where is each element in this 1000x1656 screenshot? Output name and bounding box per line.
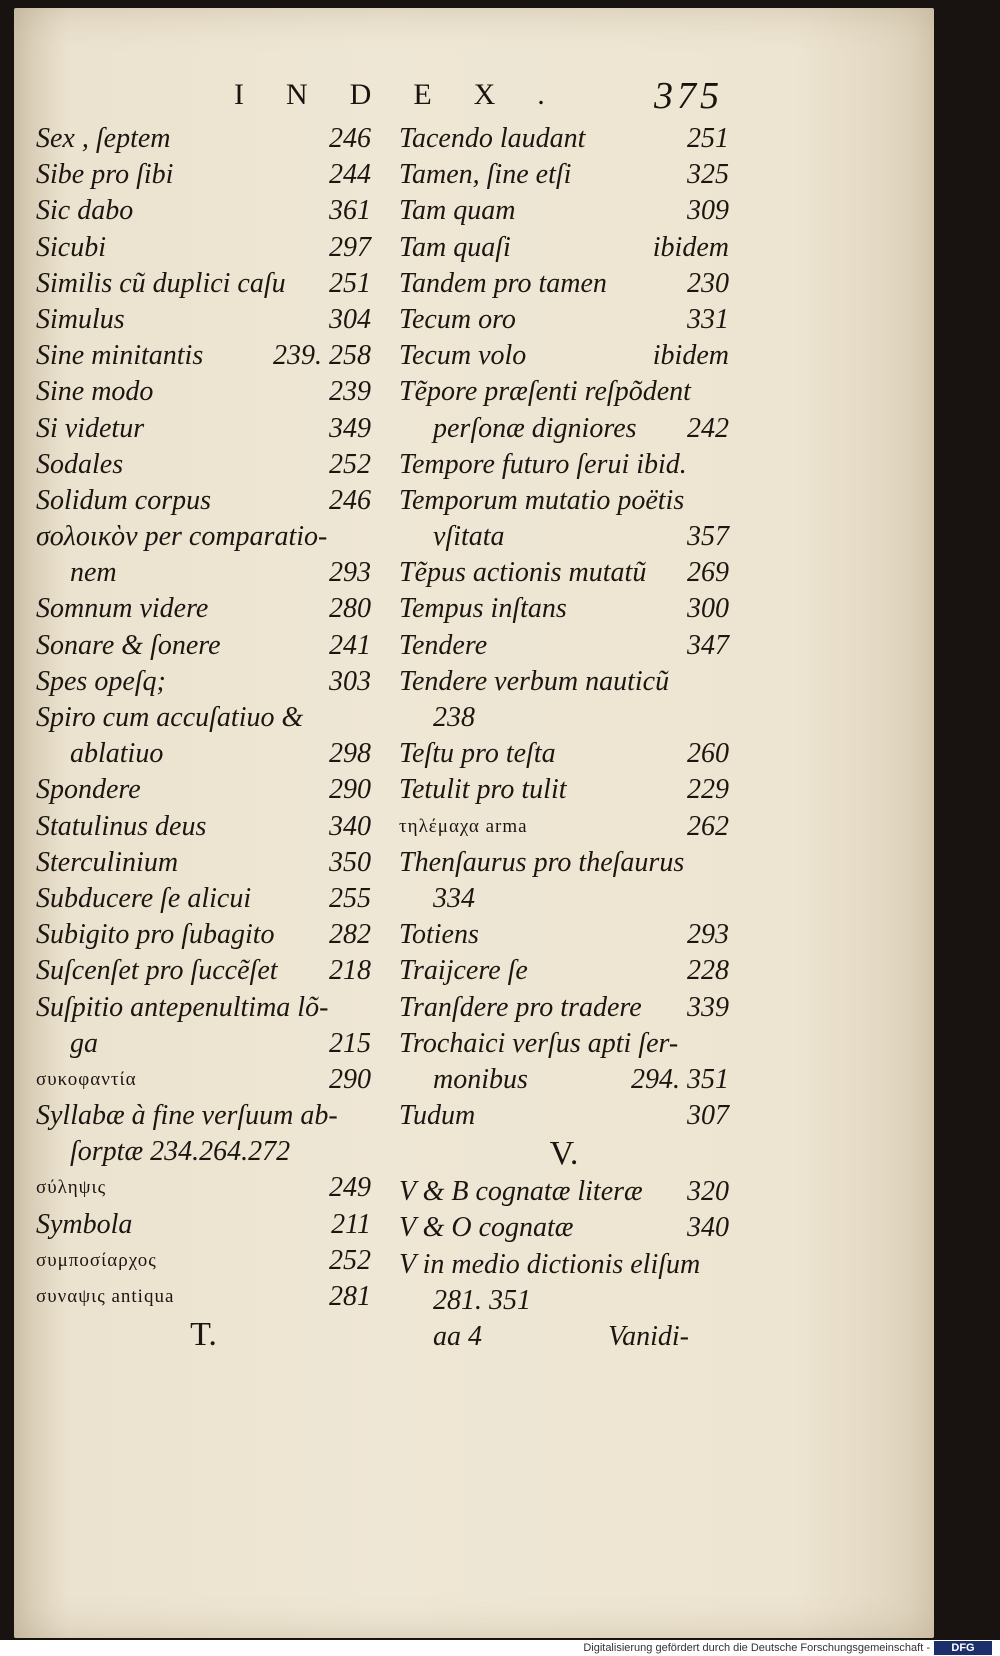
index-entry bbox=[36, 230, 371, 266]
index-page-ref: 215 bbox=[329, 1027, 371, 1059]
index-page-ref: ibidem bbox=[652, 340, 729, 372]
index-page-ref: 339 bbox=[687, 991, 729, 1023]
index-entry bbox=[36, 302, 371, 338]
index-entry bbox=[399, 266, 729, 302]
index-entry bbox=[399, 193, 729, 229]
index-page-ref: 307 bbox=[687, 1100, 729, 1132]
index-term: Sic dabo bbox=[36, 195, 134, 227]
index-term: ſorptæ 234.264.272 bbox=[70, 1136, 291, 1168]
index-page-ref: 303 bbox=[329, 665, 371, 697]
index-term: Subducere ſe alicui bbox=[36, 882, 252, 914]
index-term: Spes opeſq; bbox=[36, 665, 166, 697]
index-term: Tetulit pro tulit bbox=[399, 774, 567, 806]
index-page-ref: 340 bbox=[687, 1212, 729, 1244]
index-entry bbox=[399, 483, 729, 519]
index-page-ref: 260 bbox=[687, 738, 729, 770]
index-page-ref: 228 bbox=[687, 955, 729, 987]
index-page-ref: 230 bbox=[687, 267, 729, 299]
index-term: Sine minitantis bbox=[36, 340, 204, 372]
index-page-ref: 280 bbox=[329, 593, 371, 625]
index-entry bbox=[36, 1134, 371, 1170]
index-entry bbox=[399, 1098, 729, 1134]
index-term: συμποσίαρχος bbox=[36, 1249, 157, 1271]
index-entry bbox=[399, 953, 729, 989]
index-page-ref: 218 bbox=[329, 955, 371, 987]
index-page-ref: 239 bbox=[329, 376, 371, 408]
index-entry bbox=[36, 990, 371, 1026]
index-page-ref: 251 bbox=[329, 267, 371, 299]
index-term: 281. 351 bbox=[433, 1284, 531, 1316]
index-entry bbox=[36, 483, 371, 519]
index-page-ref: 252 bbox=[329, 1244, 371, 1276]
index-page-ref: 349 bbox=[329, 412, 371, 444]
index-page-ref: 246 bbox=[329, 484, 371, 516]
index-page-ref: 239. 258 bbox=[273, 340, 371, 372]
index-entry bbox=[399, 881, 729, 917]
index-entry bbox=[36, 1026, 371, 1062]
index-term: Tam quaſi bbox=[399, 231, 511, 263]
index-term: Si videtur bbox=[36, 412, 145, 444]
index-entry bbox=[36, 591, 371, 627]
index-entry bbox=[399, 519, 729, 555]
index-term: perſonæ digniores bbox=[433, 412, 637, 444]
index-term: Symbola bbox=[36, 1208, 133, 1240]
dfg-logo: DFG bbox=[934, 1641, 992, 1655]
running-title: INDEX. bbox=[234, 78, 587, 111]
index-term: Trochaici verſus apti ſer- bbox=[399, 1027, 679, 1059]
index-term: συναψις antiqua bbox=[36, 1286, 175, 1307]
index-entry bbox=[36, 664, 371, 700]
index-entry bbox=[399, 736, 729, 772]
section-letter-v: V. bbox=[549, 1135, 579, 1173]
index-entry bbox=[399, 845, 729, 881]
signature-mark: aa 4 bbox=[433, 1321, 482, 1352]
index-page-ref: 320 bbox=[687, 1176, 729, 1208]
index-page-ref: 357 bbox=[687, 521, 729, 553]
index-entry bbox=[36, 881, 371, 917]
index-term: Temporum mutatio poëtis bbox=[399, 484, 685, 516]
index-page-ref: 252 bbox=[329, 448, 371, 480]
index-entry bbox=[36, 1098, 371, 1134]
index-page-ref: 347 bbox=[687, 629, 729, 661]
index-term: Teſtu pro teſta bbox=[399, 738, 556, 770]
index-page-ref: 211 bbox=[331, 1208, 371, 1240]
index-term: 334 bbox=[433, 882, 475, 914]
index-entry bbox=[399, 1062, 729, 1098]
index-entry bbox=[36, 1062, 371, 1098]
index-entry bbox=[36, 338, 371, 374]
index-entry bbox=[399, 772, 729, 808]
index-entry bbox=[399, 1026, 729, 1062]
footer-strip bbox=[0, 1640, 1000, 1656]
index-page-ref: 309 bbox=[687, 195, 729, 227]
index-term: Tempus inſtans bbox=[399, 593, 567, 625]
index-entry bbox=[399, 302, 729, 338]
index-page-ref: 290 bbox=[329, 774, 371, 806]
index-page-ref: 246 bbox=[329, 123, 371, 154]
index-page-ref: 304 bbox=[329, 303, 371, 335]
index-term: Thenſaurus pro theſaurus bbox=[399, 846, 685, 878]
index-term: Suſpitio antepenultima lõ- bbox=[36, 991, 329, 1023]
index-term: Traijcere ſe bbox=[399, 955, 528, 987]
index-page-ref: 281 bbox=[329, 1281, 371, 1312]
index-term: nem bbox=[70, 557, 117, 589]
index-page-ref: 325 bbox=[687, 159, 729, 191]
index-term: Tendere bbox=[399, 629, 488, 661]
index-term: Subigito pro ſubagito bbox=[36, 919, 275, 951]
index-entry bbox=[36, 917, 371, 953]
index-term: V in medio dictionis eliſum bbox=[399, 1248, 701, 1280]
index-page-ref: 269 bbox=[687, 557, 729, 589]
index-term: V & O cognatæ bbox=[399, 1212, 574, 1244]
index-term: monibus bbox=[433, 1063, 528, 1095]
index-entry bbox=[36, 519, 371, 555]
index-term: Sine modo bbox=[36, 376, 154, 408]
index-term: Tecum oro bbox=[399, 303, 516, 335]
index-term: τηλέμαχα arma bbox=[399, 815, 528, 837]
index-term: Sicubi bbox=[36, 231, 106, 263]
index-entry bbox=[36, 1170, 371, 1206]
index-entry bbox=[36, 555, 371, 591]
index-term: ablatiuo bbox=[70, 738, 164, 770]
index-term: vſitata bbox=[433, 521, 505, 553]
index-term: Simulus bbox=[36, 303, 125, 335]
index-page-ref: 282 bbox=[329, 919, 371, 951]
index-page-ref: 241 bbox=[329, 629, 371, 661]
index-entry bbox=[399, 1247, 729, 1283]
index-entry bbox=[399, 374, 729, 410]
index-entry bbox=[399, 1210, 729, 1246]
index-page-ref: 294. 351 bbox=[631, 1063, 729, 1095]
index-entry bbox=[36, 700, 371, 736]
index-page-ref: 293 bbox=[687, 919, 729, 951]
index-term: Sterculinium bbox=[36, 846, 179, 878]
digitization-note: Digitalisierung gefördert durch die Deutsche Forschungsgemeinschaft - bbox=[583, 1642, 930, 1654]
index-entry bbox=[36, 374, 371, 410]
index-entry bbox=[399, 664, 729, 700]
index-term: Suſcenſet pro ſuccẽſet bbox=[36, 955, 278, 987]
index-term: Spiro cum accuſatiuo & bbox=[36, 702, 304, 733]
index-column-left bbox=[36, 121, 371, 1355]
index-entry bbox=[36, 845, 371, 881]
index-term: Tempore futuro ſerui ibid. bbox=[399, 448, 687, 480]
catchword: Vanidi- bbox=[608, 1321, 689, 1352]
index-term: Tẽpore præſenti reſpõdent bbox=[399, 376, 691, 408]
index-entry bbox=[36, 447, 371, 483]
index-entry bbox=[36, 628, 371, 664]
index-page-ref: 297 bbox=[329, 231, 371, 263]
index-entry bbox=[399, 411, 729, 447]
index-entry bbox=[399, 157, 729, 193]
index-term: Solidum corpus bbox=[36, 484, 211, 516]
index-term: Sonare & ſonere bbox=[36, 629, 221, 661]
index-entry bbox=[399, 809, 729, 845]
index-entry bbox=[399, 338, 729, 374]
index-term: Somnum videre bbox=[36, 593, 209, 625]
index-page-ref: 293 bbox=[329, 557, 371, 589]
index-page-ref: 262 bbox=[687, 810, 729, 842]
index-page-ref: 300 bbox=[687, 593, 729, 625]
index-term: συκοφαντία bbox=[36, 1068, 137, 1090]
index-entry bbox=[36, 953, 371, 989]
index-page-ref: 298 bbox=[329, 738, 371, 770]
index-term: Tam quam bbox=[399, 195, 516, 227]
index-term: Statulinus deus bbox=[36, 810, 207, 842]
index-term: V & B cognatæ literæ bbox=[399, 1176, 643, 1208]
index-entry bbox=[36, 736, 371, 772]
index-term: σύληψις bbox=[36, 1177, 107, 1199]
index-entry bbox=[399, 447, 729, 483]
index-page-ref: 331 bbox=[687, 303, 729, 335]
index-term: Sex , ſeptem bbox=[36, 123, 171, 154]
index-entry bbox=[36, 1243, 371, 1279]
index-page-ref: 350 bbox=[329, 846, 371, 878]
index-term: Syllabæ à fine verſuum ab- bbox=[36, 1100, 338, 1132]
index-term: Similis cũ duplici caſu bbox=[36, 267, 286, 299]
index-entry bbox=[399, 700, 729, 736]
index-entry bbox=[36, 157, 371, 193]
index-term: Tamen, ſine etſi bbox=[399, 159, 572, 191]
index-term: ga bbox=[70, 1027, 98, 1059]
index-page-ref: 251 bbox=[687, 123, 729, 154]
index-term: Tudum bbox=[399, 1100, 476, 1132]
index-term: Sibe pro ſibi bbox=[36, 159, 174, 191]
index-term: Sodales bbox=[36, 448, 124, 480]
index-term: Tẽpus actionis mutatũ bbox=[399, 557, 647, 589]
index-page-ref: 361 bbox=[329, 195, 371, 227]
index-term: Tacendo laudant bbox=[399, 123, 586, 154]
index-entry bbox=[399, 121, 729, 157]
index-entry bbox=[36, 1279, 371, 1315]
index-entry bbox=[36, 772, 371, 808]
index-page-ref: 290 bbox=[329, 1063, 371, 1095]
index-entry bbox=[36, 809, 371, 845]
index-term: Tendere verbum nauticũ bbox=[399, 665, 670, 697]
index-term: 238 bbox=[433, 702, 475, 733]
index-entry bbox=[36, 266, 371, 302]
book-page bbox=[14, 8, 934, 1638]
index-entry bbox=[399, 1283, 729, 1319]
index-term: Tranſdere pro tradere bbox=[399, 991, 642, 1023]
index-page-ref: 242 bbox=[687, 412, 729, 444]
index-entry bbox=[36, 193, 371, 229]
index-term: Tecum volo bbox=[399, 340, 527, 372]
index-term: Tandem pro tamen bbox=[399, 267, 607, 299]
section-letter-t: T. bbox=[190, 1316, 217, 1354]
index-entry bbox=[399, 591, 729, 627]
index-term: σολοικὸν per comparatio- bbox=[36, 521, 328, 553]
index-entry bbox=[36, 411, 371, 447]
index-entry bbox=[399, 1174, 729, 1210]
index-entry bbox=[399, 555, 729, 591]
index-column-right bbox=[399, 121, 729, 1355]
index-entry bbox=[399, 230, 729, 266]
page-number: 375 bbox=[654, 75, 723, 117]
index-page-ref: ibidem bbox=[652, 231, 729, 263]
index-entry bbox=[36, 1207, 371, 1243]
index-term: Totiens bbox=[399, 919, 479, 951]
index-entry bbox=[399, 628, 729, 664]
index-entry bbox=[36, 121, 371, 157]
index-page-ref: 229 bbox=[687, 774, 729, 806]
index-page-ref: 249 bbox=[329, 1172, 371, 1204]
index-page-ref: 255 bbox=[329, 882, 371, 914]
index-page-ref: 244 bbox=[329, 159, 371, 191]
index-term: Spondere bbox=[36, 774, 141, 806]
index-entry bbox=[399, 990, 729, 1026]
index-page-ref: 340 bbox=[329, 810, 371, 842]
signature-line bbox=[399, 1319, 729, 1355]
index-entry bbox=[399, 917, 729, 953]
